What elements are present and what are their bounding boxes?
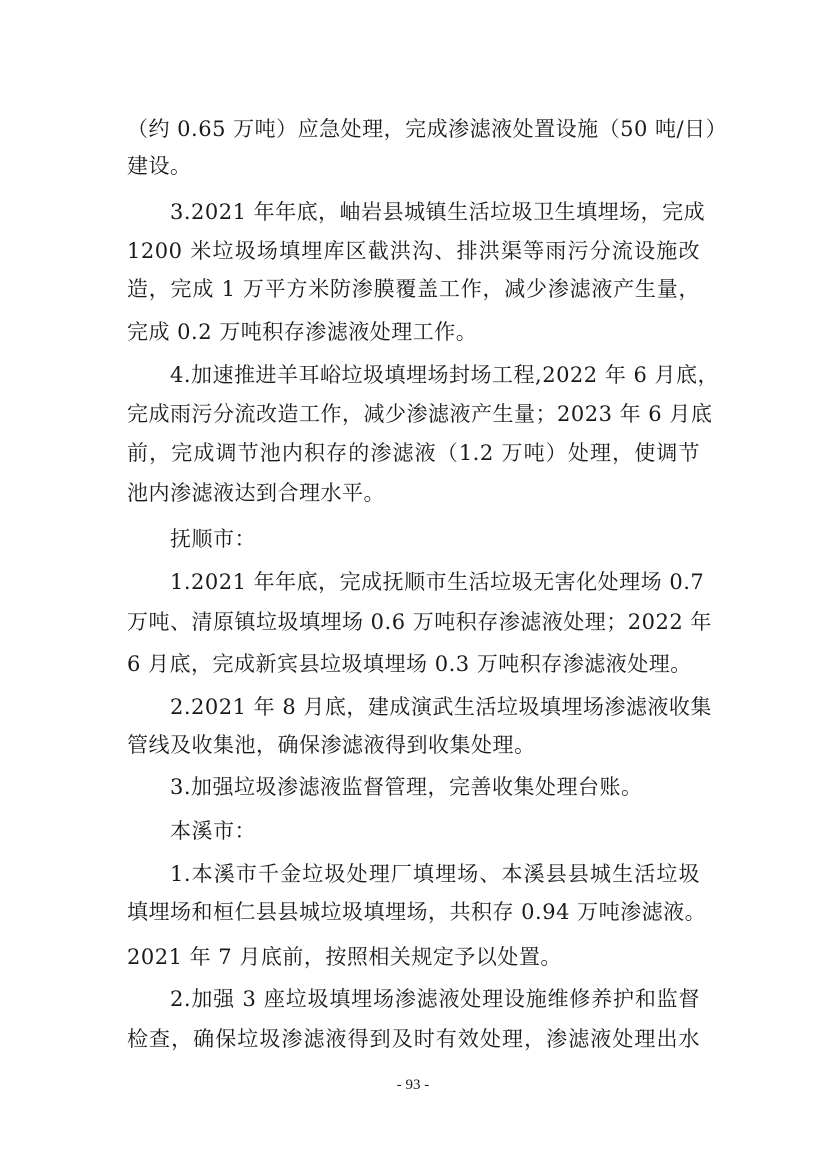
text-line-22: 2.加强 3 座垃圾填埋场渗滤液处理设施维修养护和监督 xyxy=(170,987,700,1011)
text-line-12: 1.2021 年年底，完成抚顺市生活垃圾无害化处理场 0.7 xyxy=(170,570,705,594)
text-line-9: 前，完成调节池内积存的渗滤液（1.2 万吨）处理，使调节 xyxy=(127,441,700,465)
text-line-14: 6 月底，完成新宾县垃圾填埋场 0.3 万吨积存渗滤液处理。 xyxy=(127,652,692,676)
text-line-23: 检查，确保垃圾渗滤液得到及时有效处理，渗滤液处理出水 xyxy=(127,1027,700,1051)
text-line-2: 建设。 xyxy=(127,154,192,178)
section-heading-benxi: 本溪市： xyxy=(170,819,256,843)
text-line-20: 填埋场和桓仁县县城垃圾填埋场，共积存 0.94 万吨渗滤液。 xyxy=(127,900,707,924)
text-line-10: 池内渗滤液达到合理水平。 xyxy=(127,481,385,505)
page-number: - 93 - xyxy=(396,1077,430,1093)
text-line-1: （约 0.65 万吨）应急处理，完成渗滤液处置设施（50 吨/日） xyxy=(127,117,728,141)
text-line-17: 3.加强垃圾渗滤液监督管理，完善收集处理台账。 xyxy=(170,775,643,799)
text-line-15: 2.2021 年 8 月底，建成演武生活垃圾填埋场渗滤液收集 xyxy=(170,695,712,719)
text-line-5: 造，完成 1 万平方米防渗膜覆盖工作，减少渗滤液产生量， xyxy=(127,277,700,301)
text-line-16: 管线及收集池，确保渗滤液得到收集处理。 xyxy=(127,733,536,757)
text-line-21: 2021 年 7 月底前，按照相关规定予以处置。 xyxy=(127,945,562,969)
text-line-13: 万吨、清原镇垃圾填埋场 0.6 万吨积存渗滤液处理；2022 年 xyxy=(127,610,712,634)
text-line-3: 3.2021 年年底，岫岩县城镇生活垃圾卫生填埋场，完成 xyxy=(170,200,706,224)
text-line-7: 4.加速推进羊耳峪垃圾填埋场封场工程,2022 年 6 月底， xyxy=(170,363,720,387)
text-line-19: 1.本溪市千金垃圾处理厂填埋场、本溪县县城生活垃圾 xyxy=(170,862,700,886)
text-line-8: 完成雨污分流改造工作，减少渗滤液产生量；2023 年 6 月底 xyxy=(127,402,713,426)
text-line-6: 完成 0.2 万吨积存渗滤液处理工作。 xyxy=(127,320,478,344)
text-line-4: 1200 米垃圾场填埋库区截洪沟、排洪渠等雨污分流设施改 xyxy=(127,239,700,263)
section-heading-fushun: 抚顺市： xyxy=(170,527,256,551)
